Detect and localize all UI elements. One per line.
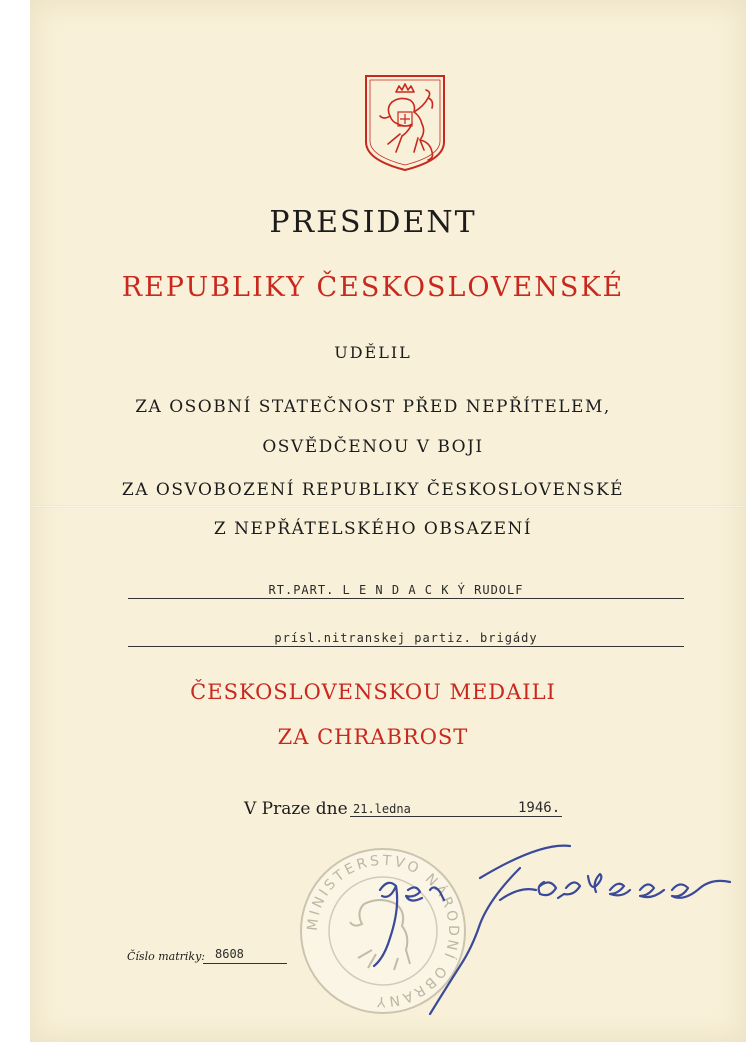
registry-number: 8608 (215, 947, 244, 961)
awarded-verb: UDĚLIL (334, 343, 412, 362)
recipient-unit: prísl.nitranskej partiz. brigády (274, 631, 538, 645)
award-name-line-1: ČESKOSLOVENSKOU MEDAILI (190, 680, 556, 704)
registry-underline (203, 963, 287, 964)
recipient-unit-field (128, 626, 684, 647)
award-name-line-2: ZA CHRABROST (277, 725, 469, 749)
seal-text: MINISTERSTVO NÁRODNÍ OBRANY (304, 852, 462, 1010)
certificate-title: PRESIDENT (269, 205, 477, 240)
issue-date: 21.ledna (353, 802, 411, 816)
citation-line-3: ZA OSVOBOZENÍ REPUBLIKY ČESKOSLOVENSKÉ (121, 480, 625, 500)
handwritten-signature (360, 838, 746, 1018)
date-underline (350, 816, 562, 817)
certificate-subtitle: REPUBLIKY ČESKOSLOVENSKÉ (121, 272, 625, 303)
recipient-name-field (128, 578, 684, 599)
issue-year: 1946. (518, 800, 561, 816)
citation-line-1: ZA OSOBNÍ STATEČNOST PŘED NEPŘÍTELEM, (135, 397, 611, 417)
citation-line-2: OSVĚDČENOU V BOJI (262, 437, 484, 457)
citation-line-4: Z NEPŘÁTELSKÉHO OBSAZENÍ (213, 519, 533, 539)
registry-number-label: Číslo matriky: (127, 950, 205, 963)
paper-fold (30, 505, 746, 508)
place-label: V Praze dne (244, 799, 348, 819)
recipient-name: RT.PART. L E N D A C K Ý RUDOLF (268, 583, 524, 597)
coat-of-arms-emblem (362, 72, 448, 172)
